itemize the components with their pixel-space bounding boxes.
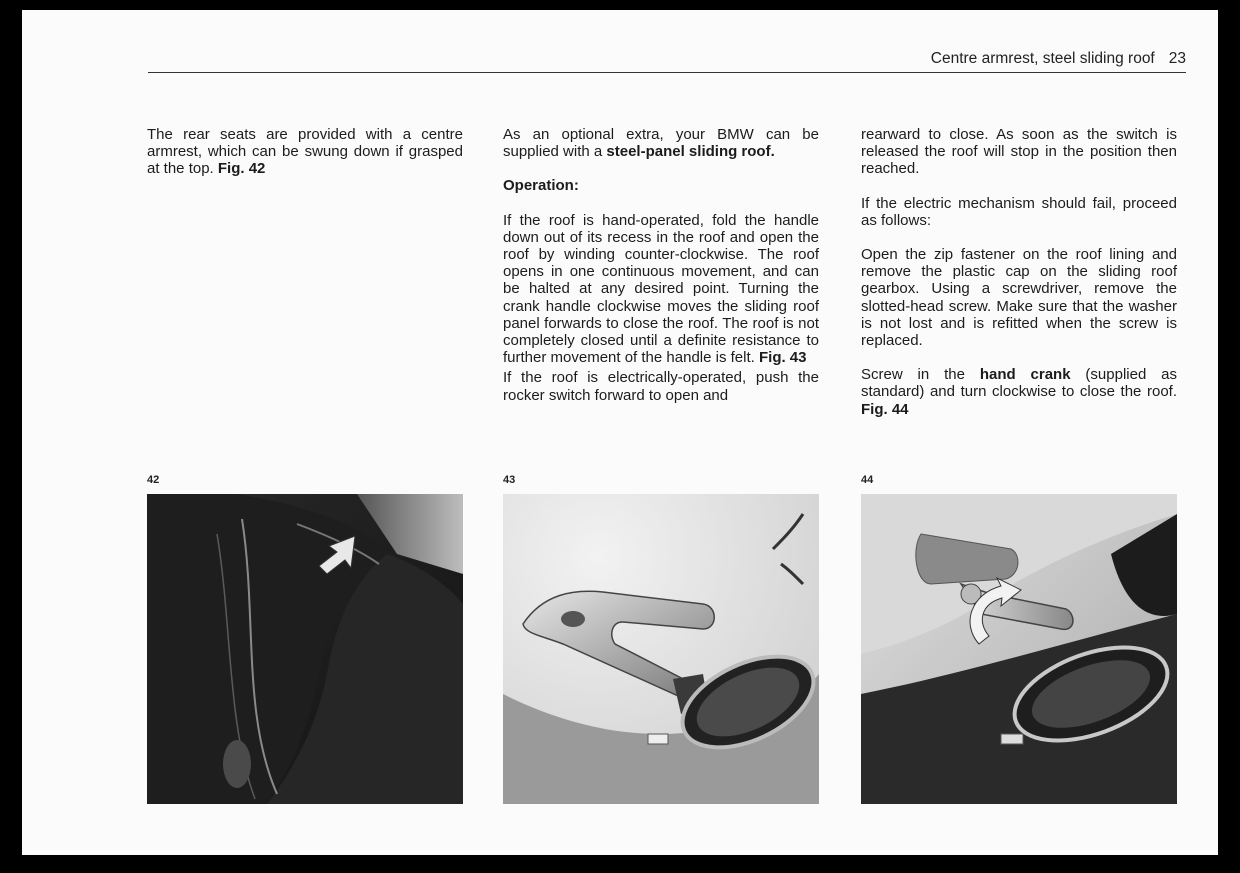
- hand-crank-pre: Screw in the: [861, 366, 965, 384]
- text-column-2: [503, 126, 819, 421]
- hand-operated-text: If the roof is hand-operated, fold the handle down out of its recess in the roof and open the roof by winding counter-clockwise. The roof opens in one continuous movement, and can be halted at any desired point. Turning the crank handle clockwise moves the sliding roof panel forwards to close the roof. The roof is not completely closed until a definite resistance to further movement of the handle is felt.: [503, 211, 819, 367]
- text-column-3: [861, 126, 1177, 435]
- running-header: [22, 50, 1186, 70]
- page-number: 23: [1168, 50, 1186, 67]
- hand-crank-post: (supplied as standard) and turn clockwise to close the roof.: [861, 366, 1178, 401]
- fig-44-label: 44: [861, 474, 874, 486]
- armrest-text: The rear seats are provided with a centre armrest, which can be swung down if grasped at the top.: [147, 126, 463, 178]
- fig-43-label: 43: [503, 474, 516, 486]
- failure-paragraph: If the electric mechanism should fail, proceed as follows:: [861, 194, 1177, 229]
- intro-bold: steel-panel sliding roof.: [606, 143, 775, 161]
- fig-42-ref: Fig. 42: [217, 160, 266, 178]
- fig-43-ref: Fig. 43: [758, 349, 807, 367]
- hand-crank-bold: hand crank: [979, 366, 1071, 384]
- electric-continued-paragraph: rearward to close. As soon as the switch is released the roof will stop in the position then reached.: [861, 126, 1177, 178]
- zip-fastener-paragraph: Open the zip fastener on the roof lining and remove the plastic cap on the sliding roof gearbox. Using a screwdriver, remove the slotted-head screw. Make sure that the washer is not lost and is refitted when the screw is replaced.: [861, 246, 1177, 350]
- fig-44-ref: Fig. 44: [861, 400, 909, 418]
- operation-heading: Operation:: [503, 177, 579, 195]
- hand-operated-paragraph: [503, 212, 819, 367]
- manual-page: [22, 10, 1218, 855]
- header-rule: [148, 72, 1186, 74]
- armrest-photo: [147, 494, 463, 804]
- header-title: Centre armrest, steel sliding roof: [930, 50, 1155, 67]
- text-column-1: [147, 126, 463, 195]
- crank-handle-photo: [503, 494, 819, 804]
- sliding-roof-intro: [503, 126, 819, 160]
- intro-text: As an optional extra, your BMW can be supplied with a: [503, 126, 819, 161]
- fig-42-label: 42: [147, 474, 160, 486]
- electric-paragraph: If the roof is electrically-operated, push the rocker switch forward to open and: [503, 369, 819, 404]
- armrest-paragraph: [147, 126, 463, 178]
- hand-crank-paragraph: [861, 366, 1177, 418]
- hand-crank-photo: [861, 494, 1177, 804]
